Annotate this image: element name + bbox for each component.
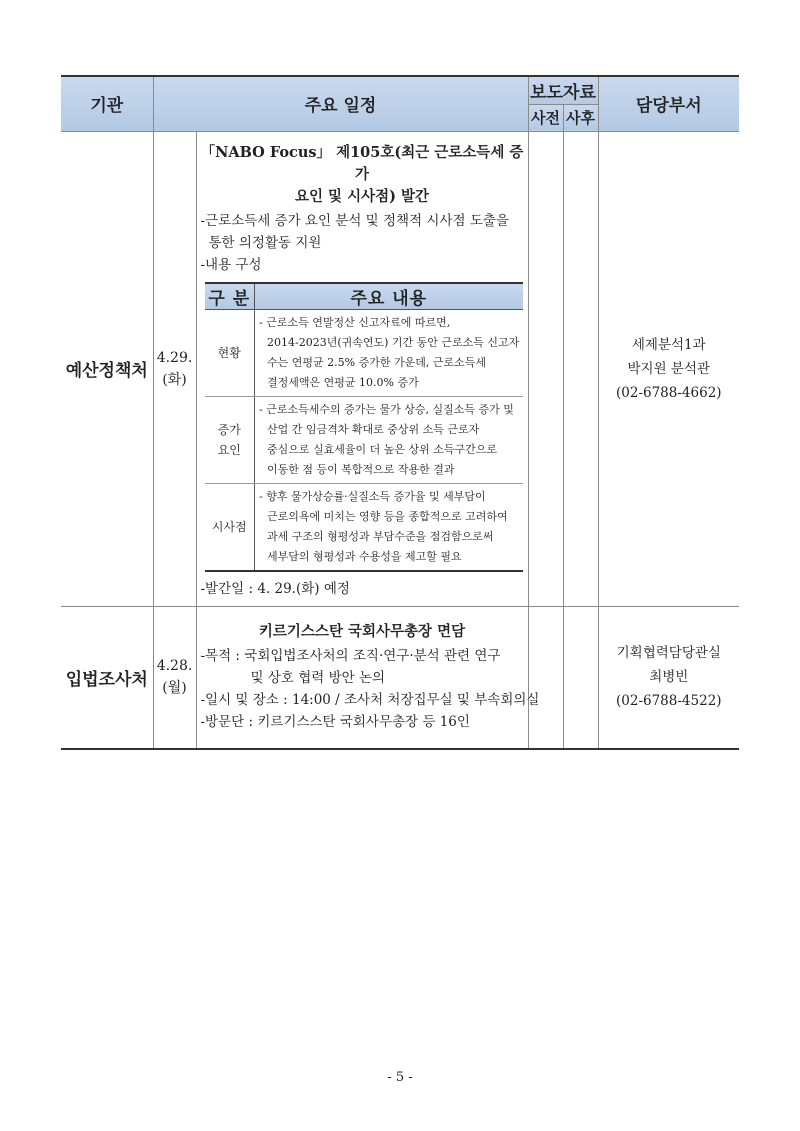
bullet-line: 및 상호 협력 방안 논의 — [250, 669, 386, 686]
content-summary-table — [205, 282, 523, 572]
content-line: 수는 연평균 2.5% 증가한 가운데, 근로소득세 — [267, 355, 486, 369]
press-before-cell — [528, 131, 563, 606]
contact-person: 최병빈 — [649, 669, 689, 686]
contact-phone: (02-6788-4522) — [616, 693, 722, 710]
inner-category — [205, 309, 255, 396]
publish-date-line: -발간일 : 4. 29.(화) 예정 — [200, 580, 350, 597]
inner-header-content: 주요 내용 — [255, 283, 523, 310]
inner-row — [205, 483, 523, 571]
weekday-line: (화) — [162, 371, 187, 388]
press-before-cell — [528, 606, 563, 749]
bullet-line: -방문단 : 키르기스스탄 국회사무총장 등 16인 — [200, 713, 470, 730]
schedule-detail — [196, 606, 540, 749]
content-line: 근로의욕에 미치는 영향 등을 종합적으로 고려하여 — [267, 509, 508, 523]
contact-phone: (02-6788-4662) — [616, 384, 722, 401]
schedule-detail — [196, 131, 528, 606]
inner-category — [205, 483, 255, 571]
event-title-line: 「NABO Focus」 제105호(최근 근로소득세 증가 — [200, 143, 524, 183]
inner-category — [205, 396, 255, 483]
weekday-line: (월) — [162, 680, 187, 697]
content-line: - 향후 물가상승률·실질소득 증가율 및 세부담이 — [259, 489, 486, 503]
content-line: 이동한 점 등이 복합적으로 작용한 결과 — [267, 462, 455, 476]
category-line: 증가 — [217, 422, 241, 437]
content-line: 세부담의 형평성과 수용성을 제고할 필요 — [267, 549, 462, 563]
event-title-line: 요인 및 시사점) 발간 — [294, 187, 430, 205]
header-dept: 담당부서 — [598, 76, 739, 131]
contact-person: 박지원 분석관 — [627, 360, 711, 377]
date-line: 4.28. — [156, 658, 193, 675]
content-line: - 근로소득 연말정산 신고자료에 따르면, — [259, 315, 451, 329]
header-press: 보도자료 — [528, 76, 598, 104]
date-cell — [153, 606, 196, 749]
event-title — [201, 142, 524, 208]
content-line: 산업 간 임금격차 확대로 중상위 소득 근로자 — [267, 422, 480, 436]
table-row — [61, 131, 739, 606]
inner-content — [255, 396, 523, 483]
header-org: 기관 — [61, 76, 153, 131]
inner-row — [205, 309, 523, 396]
dept-name: 기획협력담당관실 — [616, 645, 721, 662]
date-cell — [153, 131, 196, 606]
dept-name: 세제분석1과 — [631, 336, 706, 353]
org-cell: 예산정책처 — [61, 131, 153, 606]
date-line: 4.29. — [156, 349, 193, 366]
dept-cell — [598, 131, 739, 606]
schedule-table — [61, 75, 739, 750]
content-line: 2014-2023년(귀속연도) 기간 동안 근로소득 신고자 — [267, 335, 520, 349]
header-schedule: 주요 일정 — [153, 76, 528, 131]
content-line: - 근로소득세수의 증가는 물가 상승, 실질소득 증가 및 — [259, 402, 514, 416]
press-after-cell — [563, 131, 598, 606]
org-cell: 입법조사처 — [61, 606, 153, 749]
content-line: 중심으로 실효세율이 더 높은 상위 소득구간으로 — [267, 442, 498, 456]
inner-header-category: 구 분 — [205, 283, 255, 310]
header-press-before: 사전 — [528, 104, 563, 131]
press-after-cell — [563, 606, 598, 749]
event-title: 키르기스스탄 국회사무총장 면담 — [258, 622, 466, 640]
page-number: - 5 - — [387, 1070, 413, 1085]
inner-row — [205, 396, 523, 483]
content-line: 결정세액은 연평균 10.0% 증가 — [267, 375, 419, 389]
category-line: 시사점 — [211, 519, 247, 534]
bullet-line: -내용 구성 — [200, 256, 262, 273]
inner-content — [255, 483, 523, 571]
category-line: 현황 — [217, 345, 241, 360]
header-press-after: 사후 — [563, 104, 598, 131]
category-line: 요인 — [217, 442, 241, 457]
bullet-line: -목적 : 국회입법조사처의 조직·연구·분석 관련 연구 — [200, 647, 501, 664]
bullet-line: 통한 의정활동 지원 — [208, 234, 322, 251]
content-line: 과세 구조의 형평성과 부담수준을 점검함으로써 — [267, 529, 494, 543]
bullet-line: -일시 및 장소 : 14:00 / 조사처 처장집무실 및 부속회의실 — [200, 691, 540, 708]
inner-content — [255, 309, 523, 396]
bullet-line: -근로소득세 증가 요인 분석 및 정책적 시사점 도출을 — [200, 212, 509, 229]
table-row — [61, 606, 739, 749]
dept-cell — [598, 606, 739, 749]
